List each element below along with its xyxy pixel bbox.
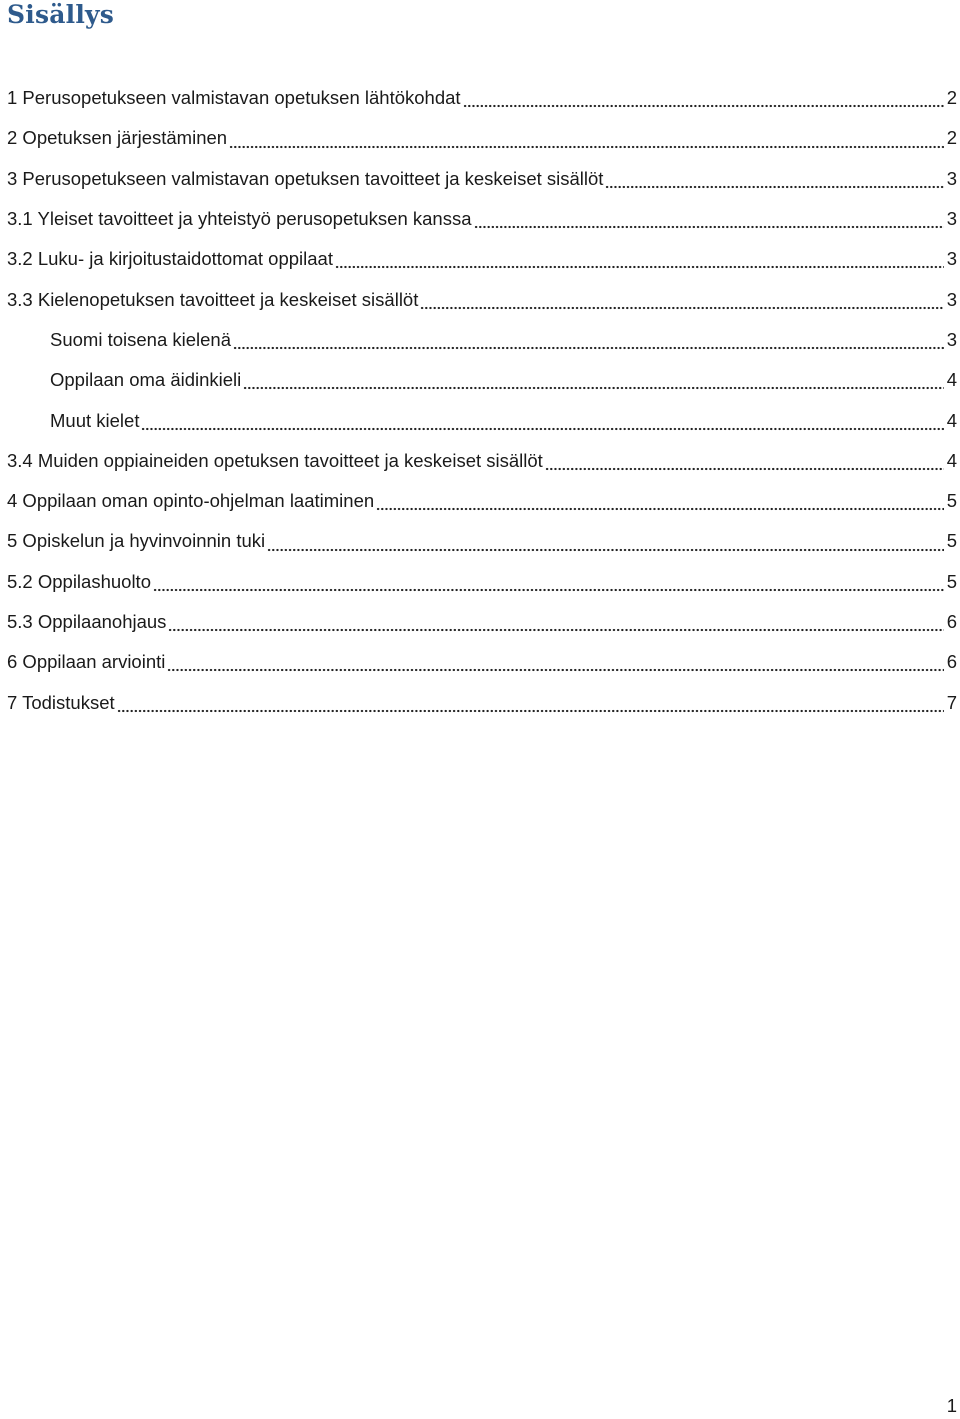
toc-entry-label: 4 Oppilaan oman opinto-ohjelman laatiminen bbox=[7, 490, 375, 512]
toc-entry-label: 7 Todistukset bbox=[7, 691, 115, 713]
toc-entry[interactable] bbox=[0, 239, 960, 279]
toc-entry-page: 5 bbox=[946, 570, 957, 592]
dot-leader bbox=[229, 131, 944, 149]
toc-entry-page: 2 bbox=[946, 87, 957, 109]
toc-entry-page: 3 bbox=[946, 208, 957, 230]
dot-leader bbox=[545, 453, 944, 471]
toc-entry[interactable] bbox=[0, 199, 960, 239]
dot-leader bbox=[463, 90, 944, 108]
toc-heading: Sisällys bbox=[7, 0, 115, 29]
toc-entry[interactable] bbox=[0, 320, 960, 360]
dot-leader bbox=[605, 171, 943, 189]
dot-leader bbox=[117, 695, 944, 713]
toc-entry-label: 5 Opiskelun ja hyvinvoinnin tuki bbox=[7, 530, 266, 552]
toc-entry-label: 5.3 Oppilaanohjaus bbox=[7, 611, 167, 632]
dot-leader bbox=[474, 211, 944, 229]
dot-leader bbox=[267, 534, 944, 552]
dot-leader bbox=[168, 614, 943, 632]
toc-entry-page: 5 bbox=[946, 490, 957, 512]
toc-entry-label: 3.3 Kielenopetuksen tavoitteet ja keskeiset sisällöt bbox=[7, 288, 419, 310]
toc-entry[interactable] bbox=[0, 562, 960, 602]
toc-entry[interactable] bbox=[0, 400, 960, 440]
toc-entry[interactable] bbox=[0, 279, 960, 319]
toc-entry-label: 3.1 Yleiset tavoitteet ja yhteistyö perusopetuksen kanssa bbox=[7, 208, 472, 230]
toc-entry-page: 3 bbox=[946, 328, 957, 350]
toc-entry-label: 5.2 Oppilashuolto bbox=[7, 570, 151, 592]
toc-entry-page: 2 bbox=[946, 127, 957, 149]
dot-leader bbox=[167, 654, 943, 672]
dot-leader bbox=[376, 493, 944, 511]
toc-entry[interactable] bbox=[0, 118, 960, 158]
toc-entry[interactable] bbox=[0, 682, 960, 722]
dot-leader bbox=[243, 372, 943, 390]
toc-entry-label: Suomi toisena kielenä bbox=[50, 328, 231, 350]
toc-entry[interactable] bbox=[0, 642, 960, 682]
toc-entry-page: 4 bbox=[946, 409, 957, 431]
toc-entry[interactable] bbox=[0, 360, 960, 400]
toc-entry-label: 3.4 Muiden oppiaineiden opetuksen tavoitteet ja keskeiset sisällöt bbox=[7, 449, 543, 471]
dot-leader bbox=[420, 292, 943, 310]
dot-leader bbox=[153, 574, 944, 592]
toc-entry-label: 1 Perusopetukseen valmistavan opetuksen lähtökohdat bbox=[7, 87, 461, 109]
toc-entry-label: 3.2 Luku- ja kirjoitustaidottomat oppilaat bbox=[7, 248, 333, 270]
toc-entry-page: 3 bbox=[946, 248, 957, 270]
toc-entry-page: 5 bbox=[946, 530, 957, 552]
dot-leader bbox=[141, 413, 943, 431]
toc-entry-label: Oppilaan oma äidinkieli bbox=[50, 369, 242, 391]
toc-entry[interactable] bbox=[0, 441, 960, 481]
dot-leader bbox=[335, 251, 944, 269]
toc-entry[interactable] bbox=[0, 159, 960, 199]
toc-entry[interactable] bbox=[0, 602, 960, 642]
toc-entry-label: 2 Opetuksen järjestäminen bbox=[7, 127, 228, 149]
toc-entry-page: 3 bbox=[946, 288, 957, 310]
page-number: 1 bbox=[946, 1395, 957, 1416]
toc-entry-page: 4 bbox=[946, 449, 957, 471]
toc-entry-page: 7 bbox=[946, 691, 957, 713]
toc-entry-label: 6 Oppilaan arviointi bbox=[7, 651, 166, 673]
toc-entry[interactable] bbox=[0, 78, 960, 118]
dot-leader bbox=[233, 332, 944, 350]
toc-entry[interactable] bbox=[0, 521, 960, 561]
toc-entry[interactable] bbox=[0, 481, 960, 521]
toc-entry-page: 6 bbox=[946, 651, 957, 673]
toc-entry-label: Muut kielet bbox=[50, 409, 140, 431]
toc-entry-label: 3 Perusopetukseen valmistavan opetuksen tavoitteet ja keskeiset sisällöt bbox=[7, 167, 604, 189]
toc-entry-page: 6 bbox=[946, 611, 957, 632]
table-of-contents bbox=[0, 78, 960, 723]
toc-entry-page: 3 bbox=[946, 167, 957, 189]
toc-entry-page: 4 bbox=[946, 369, 957, 391]
